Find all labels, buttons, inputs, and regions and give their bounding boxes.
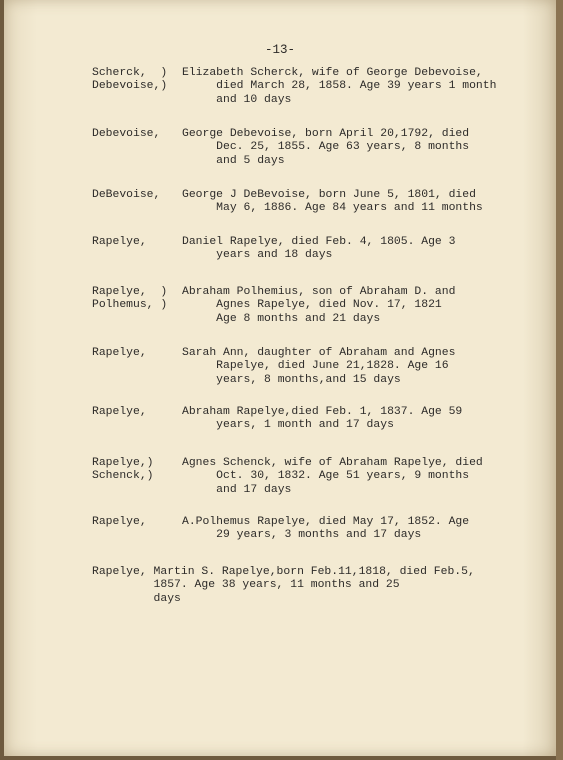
document-page: [4, 0, 556, 756]
page-edge: [556, 0, 563, 760]
entry-text: Abraham Polhemius, son of Abraham D. and Agnes Rapelye, died Nov. 17, 1821 Age 8 months and 21 days: [182, 286, 456, 325]
entry-text: Daniel Rapelye, died Feb. 4, 1805. Age 3 years and 18 days: [182, 236, 456, 262]
entry-text: Elizabeth Scherck, wife of George Debevoise, died March 28, 1858. Age 39 years 1 month and 10 days: [182, 67, 497, 106]
entry-text: George J DeBevoise, born June 5, 1801, died May 6, 1886. Age 84 years and 11 months: [182, 189, 483, 215]
entry-surname: Rapelye,) Schenck,): [92, 457, 154, 483]
entry-surname: DeBevoise,: [92, 189, 161, 201]
entry-surname: Rapelye, ) Polhemus, ): [92, 286, 168, 312]
entry-surname: Rapelye,: [92, 236, 147, 248]
entry-text: Rapelye, Martin S. Rapelye,born Feb.11,1818, died Feb.5, 1857. Age 38 years, 11 months and 25 days: [92, 566, 475, 605]
page-number: -13-: [264, 43, 295, 57]
entry-text: A.Polhemus Rapelye, died May 17, 1852. Age 29 years, 3 months and 17 days: [182, 516, 470, 542]
entry-text: Sarah Ann, daughter of Abraham and Agnes Rapelye, died June 21,1828. Age 16 years, 8 months,and 15 days: [182, 347, 456, 386]
entry-text: Agnes Schenck, wife of Abraham Rapelye, died Oct. 30, 1832. Age 51 years, 9 months and 17 days: [182, 457, 483, 496]
entry-surname: Rapelye,: [92, 347, 147, 359]
entry-text: George Debevoise, born April 20,1792, died Dec. 25, 1855. Age 63 years, 8 months and 5 days: [182, 128, 470, 167]
entry-surname: Scherck, ) Debevoise,): [92, 67, 168, 93]
entry-surname: Rapelye,: [92, 406, 147, 418]
entry-text: Abraham Rapelye,died Feb. 1, 1837. Age 59 years, 1 month and 17 days: [182, 406, 463, 432]
entry-surname: Debevoise,: [92, 128, 161, 140]
entry-surname: Rapelye,: [92, 516, 147, 528]
